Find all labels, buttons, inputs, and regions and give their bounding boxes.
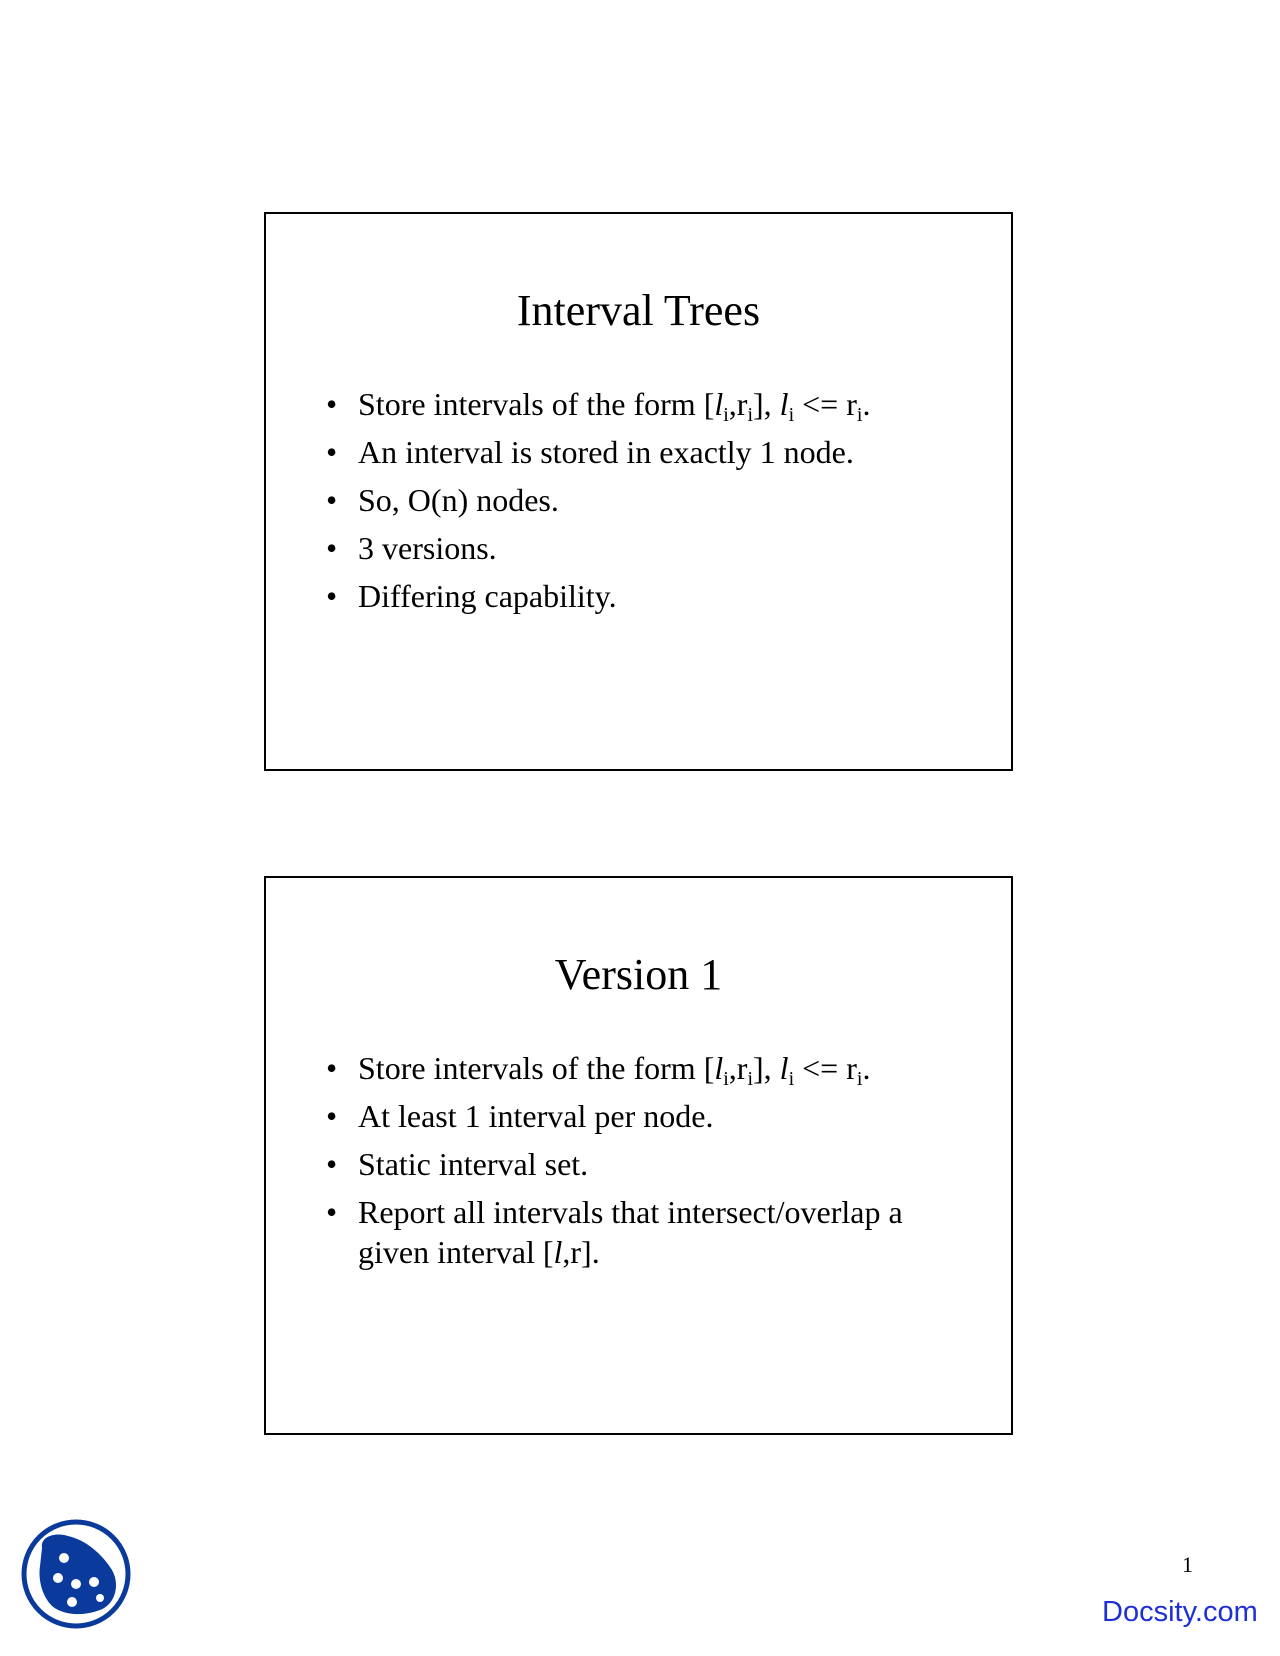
bullet-item (326, 432, 971, 472)
bullet-dot: • (326, 434, 338, 470)
bullet-text: At least 1 interval per node. (358, 1098, 714, 1134)
bullet-text: Report all intervals that intersect/overlap a given interval [l,r]. (358, 1194, 903, 1270)
slide-interval-trees (264, 212, 1013, 771)
bullet-dot: • (326, 578, 338, 614)
bullet-text: So, O(n) nodes. (358, 482, 559, 518)
bullet-text: Store intervals of the form $[l_i,r_i]$, $l_i <= r_i$. (358, 386, 871, 426)
slide-title: Interval Trees (516, 286, 761, 335)
bullet-dot: • (326, 1050, 338, 1086)
bullet-item (326, 384, 971, 424)
docsity-link[interactable]: Docsity.com (1102, 1596, 1258, 1628)
bullet-item (326, 528, 971, 568)
bullet-text: An interval is stored in exactly 1 node. (358, 434, 854, 470)
bullet-dot: • (326, 482, 338, 518)
docsity-logo-icon (20, 1518, 132, 1630)
bullet-list (326, 384, 971, 624)
bullet-list (326, 1048, 971, 1280)
bullet-item (326, 1192, 971, 1272)
bullet-dot: • (326, 1146, 338, 1182)
page-number: 1 (1182, 1552, 1193, 1577)
bullet-item (326, 480, 971, 520)
bullet-dot: • (326, 1098, 338, 1134)
slide-title: Version 1 (554, 950, 723, 999)
bullet-item (326, 576, 971, 616)
bullet-item (326, 1144, 971, 1184)
bullet-text: Static interval set. (358, 1146, 589, 1182)
bullet-text: 3 versions. (358, 530, 497, 566)
bullet-dot: • (326, 530, 338, 566)
bullet-text: Store intervals of the form $[l_i,r_i]$, $l_i <= r_i$. (358, 1050, 871, 1090)
bullet-item (326, 1096, 971, 1136)
bullet-item (326, 1048, 971, 1088)
bullet-dot: • (326, 386, 338, 422)
slide-version-1 (264, 876, 1013, 1435)
bullet-text: Differing capability. (358, 578, 617, 614)
bullet-dot: • (326, 1194, 338, 1230)
